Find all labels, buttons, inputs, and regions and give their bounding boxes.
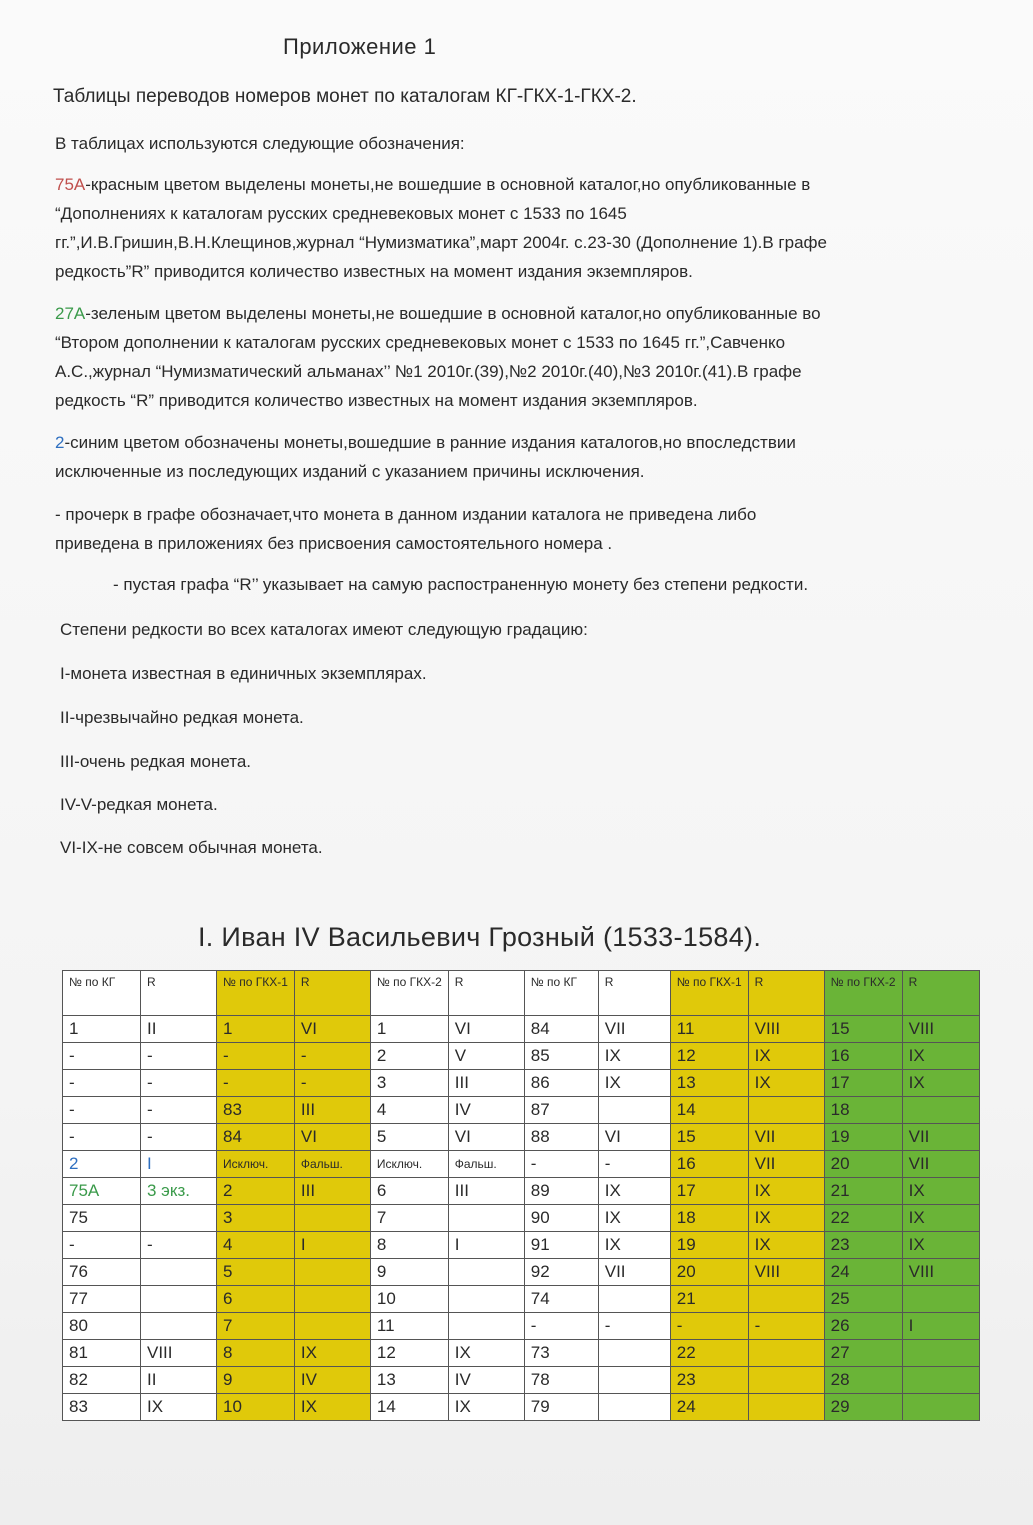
- table-cell: IX: [598, 1232, 670, 1259]
- table-cell: [448, 1286, 524, 1313]
- rarity-level: III-очень редкая монета.: [60, 752, 252, 771]
- table-cell: VIII: [141, 1340, 217, 1367]
- table-cell: 17: [670, 1178, 748, 1205]
- table-cell: VIII: [748, 1259, 824, 1286]
- table-cell: 2: [63, 1151, 141, 1178]
- table-cell: -: [524, 1313, 598, 1340]
- table-header: [63, 971, 980, 1016]
- table-cell: 18: [670, 1205, 748, 1232]
- table-cell: 74: [524, 1286, 598, 1313]
- table-cell: 10: [370, 1286, 448, 1313]
- header-cell: № по ГКХ-1: [670, 971, 748, 1016]
- table-cell: IX: [902, 1205, 979, 1232]
- table-cell: 22: [670, 1340, 748, 1367]
- table-cell: V: [448, 1043, 524, 1070]
- table-row: [63, 1016, 980, 1043]
- table-cell: IX: [598, 1178, 670, 1205]
- table-cell: [902, 1367, 979, 1394]
- table-cell: III: [448, 1070, 524, 1097]
- table-cell: 22: [824, 1205, 902, 1232]
- table-cell: 15: [670, 1124, 748, 1151]
- table-cell: -: [217, 1070, 295, 1097]
- table-cell: -: [294, 1043, 370, 1070]
- table-cell: 76: [63, 1259, 141, 1286]
- table-cell: 4: [370, 1097, 448, 1124]
- red-note-line: -красным цветом выделены монеты,не вошедшие в основной каталог,но опубликованные в: [85, 175, 811, 194]
- table-cell: III: [294, 1097, 370, 1124]
- table-cell: -: [294, 1070, 370, 1097]
- table-cell: 83: [63, 1394, 141, 1421]
- table-cell: VI: [448, 1016, 524, 1043]
- table-cell: -: [141, 1043, 217, 1070]
- table-cell: [748, 1340, 824, 1367]
- table-cell: 2: [217, 1178, 295, 1205]
- table-cell: [294, 1313, 370, 1340]
- header-cell: № по КГ: [524, 971, 598, 1016]
- table-cell: 73: [524, 1340, 598, 1367]
- blue-note-line: -синим цветом обозначены монеты,вошедшие в ранние издания каталогов,но впоследствии: [64, 433, 796, 452]
- table-cell: -: [63, 1124, 141, 1151]
- table-cell: III: [448, 1178, 524, 1205]
- table-cell: 6: [370, 1178, 448, 1205]
- table-cell: -: [141, 1232, 217, 1259]
- header-cell: № по ГКХ-1: [217, 971, 295, 1016]
- green-note-line: редкость “R” приводится количество известных на момент издания экземпляров.: [55, 391, 698, 410]
- table-cell: [598, 1394, 670, 1421]
- table-cell: 2: [370, 1043, 448, 1070]
- table-cell: 80: [63, 1313, 141, 1340]
- table-cell: IX: [448, 1394, 524, 1421]
- table-cell: IX: [902, 1070, 979, 1097]
- table-cell: 82: [63, 1367, 141, 1394]
- page-subtitle: Таблицы переводов номеров монет по каталогам КГ-ГКХ-1-ГКХ-2.: [53, 86, 637, 107]
- blue-note-line: исключенные из последующих изданий с указанием причины исключения.: [55, 462, 645, 481]
- table-cell: 86: [524, 1070, 598, 1097]
- table-cell: 9: [370, 1259, 448, 1286]
- table-cell: IX: [141, 1394, 217, 1421]
- dash-note-line: приведена в приложениях без присвоения самостоятельного номера .: [55, 534, 613, 553]
- table-cell: VII: [902, 1124, 979, 1151]
- table-cell: 3: [370, 1070, 448, 1097]
- table-cell: -: [524, 1151, 598, 1178]
- table-cell: 15: [824, 1016, 902, 1043]
- table-cell: II: [141, 1016, 217, 1043]
- table-cell: [598, 1340, 670, 1367]
- table-cell: [902, 1340, 979, 1367]
- table-cell: Исключ.: [217, 1151, 295, 1178]
- table-cell: -: [63, 1043, 141, 1070]
- table-cell: [902, 1394, 979, 1421]
- red-note-code: 75А: [55, 175, 86, 194]
- table-cell: 75: [63, 1205, 141, 1232]
- header-cell: № по ГКХ-2: [370, 971, 448, 1016]
- header-cell: R: [598, 971, 670, 1016]
- table-cell: -: [598, 1313, 670, 1340]
- table-cell: 8: [217, 1340, 295, 1367]
- table-cell: 1: [63, 1016, 141, 1043]
- table-cell: -: [217, 1043, 295, 1070]
- table-cell: [902, 1286, 979, 1313]
- table-cell: [748, 1367, 824, 1394]
- table-cell: -: [748, 1313, 824, 1340]
- table-cell: 8: [370, 1232, 448, 1259]
- table-cell: -: [63, 1097, 141, 1124]
- table-cell: [141, 1313, 217, 1340]
- table-cell: 20: [670, 1259, 748, 1286]
- table-cell: 5: [217, 1259, 295, 1286]
- table-cell: VI: [448, 1124, 524, 1151]
- green-note-line: “Втором дополнении к каталогам русских средневековых монет с 1533 по 1645 гг.”,Савченко: [55, 333, 786, 352]
- appendix-title: Приложение 1: [283, 34, 437, 59]
- table-cell: 89: [524, 1178, 598, 1205]
- table-cell: VI: [294, 1124, 370, 1151]
- table-cell: 7: [370, 1205, 448, 1232]
- header-cell: R: [141, 971, 217, 1016]
- table-cell: 6: [217, 1286, 295, 1313]
- table-cell: 1: [217, 1016, 295, 1043]
- table-cell: IX: [448, 1340, 524, 1367]
- green-note-line: -зеленым цветом выделены монеты,не вошедшие в основной каталог,но опубликованные во: [85, 304, 821, 323]
- table-cell: 14: [370, 1394, 448, 1421]
- table-cell: 18: [824, 1097, 902, 1124]
- table-cell: I: [902, 1313, 979, 1340]
- table-cell: 9: [217, 1367, 295, 1394]
- red-note: [55, 170, 970, 286]
- table-cell: [902, 1097, 979, 1124]
- table-cell: I: [448, 1232, 524, 1259]
- table-row: [63, 1070, 980, 1097]
- table-cell: [598, 1097, 670, 1124]
- table-cell: 91: [524, 1232, 598, 1259]
- table-cell: III: [294, 1178, 370, 1205]
- red-note-line: редкость”R” приводится количество известных на момент издания экземпляров.: [55, 262, 693, 281]
- header-row: [63, 971, 980, 1016]
- table-cell: 28: [824, 1367, 902, 1394]
- table-cell: 23: [670, 1367, 748, 1394]
- table-cell: IV: [294, 1367, 370, 1394]
- table-cell: 12: [670, 1043, 748, 1070]
- table-cell: IX: [902, 1043, 979, 1070]
- table-cell: IX: [748, 1043, 824, 1070]
- table-cell: [748, 1286, 824, 1313]
- red-note-line: гг.”,И.В.Гришин,В.Н.Клещинов,журнал “Нумизматика”,март 2004г. с.23-30 (Дополнение 1).В графе: [55, 233, 827, 252]
- table-cell: VII: [748, 1124, 824, 1151]
- table-row: [63, 1313, 980, 1340]
- table-cell: 83: [217, 1097, 295, 1124]
- table-row: [63, 1097, 980, 1124]
- table-cell: 79: [524, 1394, 598, 1421]
- table-cell: [294, 1205, 370, 1232]
- header-cell: R: [748, 971, 824, 1016]
- table-cell: [448, 1313, 524, 1340]
- table-cell: 21: [824, 1178, 902, 1205]
- table-row: [63, 1232, 980, 1259]
- table-cell: -: [141, 1070, 217, 1097]
- table-cell: 3: [217, 1205, 295, 1232]
- table-row: [63, 1286, 980, 1313]
- header-cell: № по ГКХ-2: [824, 971, 902, 1016]
- rarity-level: VI-IX-не совсем обычная монета.: [60, 838, 323, 857]
- table-cell: 21: [670, 1286, 748, 1313]
- table-cell: VI: [598, 1124, 670, 1151]
- table-row: [63, 1043, 980, 1070]
- dash-note-line: - прочерк в графе обозначает,что монета в данном издании каталога не приведена либо: [55, 505, 757, 524]
- table-cell: [598, 1286, 670, 1313]
- empty-note: - пустая графа “R’’ указывает на самую распостраненную монету без степени редкости.: [113, 575, 809, 594]
- green-note-line: А.С.,журнал “Нумизматический альманах’’ №1 2010г.(39),№2 2010г.(40),№3 2010г.(41).В графе: [55, 362, 802, 381]
- table-cell: IX: [294, 1394, 370, 1421]
- table-cell: 23: [824, 1232, 902, 1259]
- red-note-line: “Дополнениях к каталогам русских средневековых монет с 1533 по 1645: [55, 204, 627, 223]
- table-cell: 20: [824, 1151, 902, 1178]
- green-note: [55, 299, 970, 415]
- rarity-level: IV-V-редкая монета.: [60, 795, 218, 814]
- table-cell: VIII: [902, 1016, 979, 1043]
- blue-note-code: 2: [55, 433, 65, 452]
- table-cell: 78: [524, 1367, 598, 1394]
- table-cell: I: [294, 1232, 370, 1259]
- table-cell: IX: [598, 1043, 670, 1070]
- header-cell: R: [902, 971, 979, 1016]
- table-cell: 85: [524, 1043, 598, 1070]
- table-cell: 13: [370, 1367, 448, 1394]
- table-cell: IV: [448, 1367, 524, 1394]
- table-cell: 84: [524, 1016, 598, 1043]
- table-cell: 87: [524, 1097, 598, 1124]
- table-body: [63, 1016, 980, 1421]
- table-cell: 88: [524, 1124, 598, 1151]
- table-row: [63, 1124, 980, 1151]
- rarity-intro: Степени редкости во всех каталогах имеют следующую градацию:: [60, 620, 588, 639]
- header-cell: R: [294, 971, 370, 1016]
- legend-intro: В таблицах используются следующие обозначения:: [55, 134, 465, 153]
- table-cell: -: [598, 1151, 670, 1178]
- table-cell: 24: [824, 1259, 902, 1286]
- table-cell: IX: [902, 1232, 979, 1259]
- table-cell: VIII: [902, 1259, 979, 1286]
- green-note-code: 27А: [55, 304, 86, 323]
- table-cell: VII: [748, 1151, 824, 1178]
- table-cell: 1: [370, 1016, 448, 1043]
- table-cell: 3 экз.: [141, 1178, 217, 1205]
- blue-note: [55, 428, 970, 486]
- table-cell: 7: [217, 1313, 295, 1340]
- table-cell: 90: [524, 1205, 598, 1232]
- table-cell: 19: [670, 1232, 748, 1259]
- table-cell: IX: [748, 1205, 824, 1232]
- table-cell: 12: [370, 1340, 448, 1367]
- table-cell: IX: [748, 1070, 824, 1097]
- table-row: [63, 1205, 980, 1232]
- table-cell: II: [141, 1367, 217, 1394]
- table-cell: 19: [824, 1124, 902, 1151]
- table-cell: VII: [598, 1016, 670, 1043]
- table-cell: Фальш.: [448, 1151, 524, 1178]
- table-row: [63, 1178, 980, 1205]
- table-cell: [141, 1205, 217, 1232]
- table-cell: IX: [902, 1178, 979, 1205]
- table-cell: 5: [370, 1124, 448, 1151]
- table-cell: IX: [598, 1070, 670, 1097]
- table-cell: 24: [670, 1394, 748, 1421]
- table-cell: 11: [370, 1313, 448, 1340]
- table-cell: Фальш.: [294, 1151, 370, 1178]
- table-cell: -: [63, 1232, 141, 1259]
- table-cell: 26: [824, 1313, 902, 1340]
- table-cell: 29: [824, 1394, 902, 1421]
- table-cell: 27: [824, 1340, 902, 1367]
- table-cell: IX: [598, 1205, 670, 1232]
- table-cell: 75А: [63, 1178, 141, 1205]
- table-cell: [294, 1259, 370, 1286]
- table-cell: VII: [902, 1151, 979, 1178]
- table-cell: Исключ.: [370, 1151, 448, 1178]
- table-cell: IX: [748, 1178, 824, 1205]
- table-cell: [748, 1097, 824, 1124]
- table-cell: 17: [824, 1070, 902, 1097]
- table-row: [63, 1367, 980, 1394]
- header-cell: № по КГ: [63, 971, 141, 1016]
- table-cell: I: [141, 1151, 217, 1178]
- table-cell: 10: [217, 1394, 295, 1421]
- table-cell: [141, 1286, 217, 1313]
- table-cell: -: [670, 1313, 748, 1340]
- table-cell: 25: [824, 1286, 902, 1313]
- table-cell: 14: [670, 1097, 748, 1124]
- table-cell: 4: [217, 1232, 295, 1259]
- rarity-level: I-монета известная в единичных экземплярах.: [60, 664, 427, 683]
- table-row: [63, 1394, 980, 1421]
- table-cell: 84: [217, 1124, 295, 1151]
- table-cell: 16: [824, 1043, 902, 1070]
- table-cell: 81: [63, 1340, 141, 1367]
- rarity-level: II-чрезвычайно редкая монета.: [60, 708, 304, 727]
- table-cell: 11: [670, 1016, 748, 1043]
- table-cell: [294, 1286, 370, 1313]
- table-cell: VII: [598, 1259, 670, 1286]
- table-cell: -: [63, 1070, 141, 1097]
- table-cell: IX: [294, 1340, 370, 1367]
- dash-note: [55, 500, 970, 558]
- table-row: [63, 1340, 980, 1367]
- table-cell: -: [141, 1124, 217, 1151]
- conversion-table: [62, 970, 980, 1421]
- table-cell: 13: [670, 1070, 748, 1097]
- table-cell: -: [141, 1097, 217, 1124]
- table-cell: IV: [448, 1097, 524, 1124]
- table-cell: VIII: [748, 1016, 824, 1043]
- table-cell: [448, 1259, 524, 1286]
- table-cell: VI: [294, 1016, 370, 1043]
- table-cell: [141, 1259, 217, 1286]
- section-title: I. Иван IV Васильевич Грозный (1533-1584).: [198, 922, 762, 952]
- table-cell: IX: [748, 1232, 824, 1259]
- table-cell: 92: [524, 1259, 598, 1286]
- table-cell: 77: [63, 1286, 141, 1313]
- table-cell: [748, 1394, 824, 1421]
- header-cell: R: [448, 971, 524, 1016]
- table-row: [63, 1151, 980, 1178]
- table-cell: [598, 1367, 670, 1394]
- table-cell: [448, 1205, 524, 1232]
- table-cell: 16: [670, 1151, 748, 1178]
- table-row: [63, 1259, 980, 1286]
